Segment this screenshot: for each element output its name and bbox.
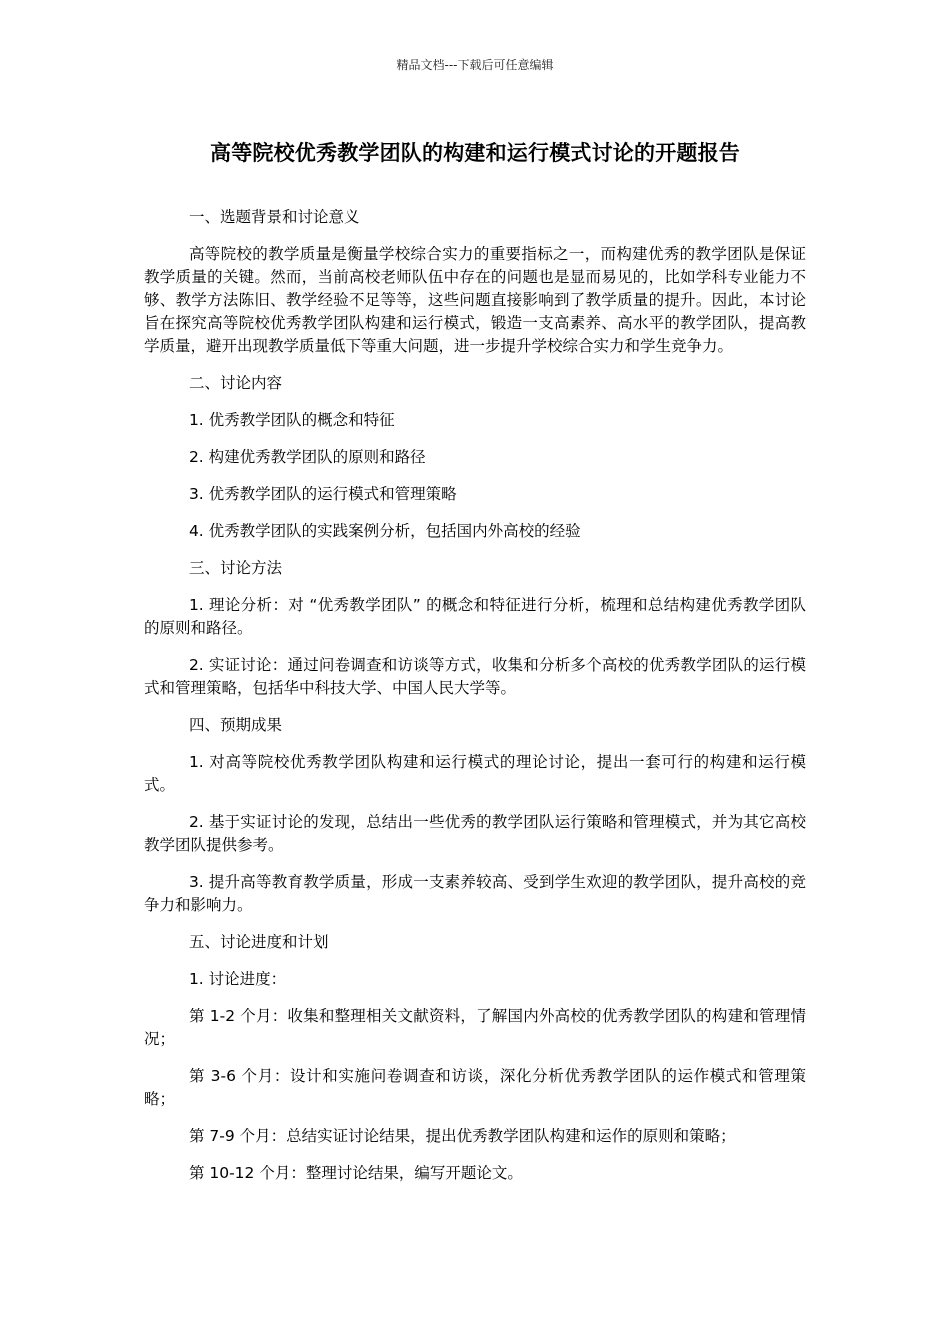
schedule-item: 第 10-12 个月：整理讨论结果，编写开题论文。 (188, 1164, 523, 1182)
list-item: 1. 对高等院校优秀教学团队构建和运行模式的理论讨论，提出一套可行的构建和运行模式。 (144, 753, 806, 794)
list-item: 4. 优秀教学团队的实践案例分析，包括国内外高校的经验 (188, 522, 581, 540)
section-heading-background: 一、选题背景和讨论意义 (188, 208, 360, 226)
list-item: 2. 构建优秀教学团队的原则和路径 (188, 448, 426, 466)
list-item: 3. 优秀教学团队的运行模式和管理策略 (188, 485, 457, 503)
list-item: 1. 理论分析：对 “优秀教学团队” 的概念和特征进行分析，梳理和总结构建优秀教学团队的原则和路径。 (144, 596, 806, 637)
section-heading-outcomes: 四、预期成果 (188, 716, 282, 734)
list-item: 1. 优秀教学团队的概念和特征 (188, 411, 395, 429)
schedule-item: 第 1-2 个月：收集和整理相关文献资料，了解国内外高校的优秀教学团队的构建和管理情况； (144, 1007, 806, 1048)
list-item: 1. 讨论进度： (188, 970, 287, 988)
document-body (144, 206, 806, 1199)
document-title: 高等院校优秀教学团队的构建和运行模式讨论的开题报告 (210, 141, 740, 165)
schedule-item: 第 3-6 个月：设计和实施问卷调查和访谈，深化分析优秀教学团队的运作模式和管理策略； (144, 1067, 806, 1108)
section-heading-content: 二、讨论内容 (188, 374, 282, 392)
list-item: 2. 实证讨论：通过问卷调查和访谈等方式，收集和分析多个高校的优秀教学团队的运行模式和管理策略，包括华中科技大学、中国人民大学等。 (144, 656, 806, 697)
list-item: 3. 提升高等教育教学质量，形成一支素养较高、受到学生欢迎的教学团队，提升高校的竞争力和影响力。 (144, 873, 806, 914)
page-header-watermark: 精品文档---下载后可任意编辑 (396, 58, 554, 72)
section-heading-schedule: 五、讨论进度和计划 (188, 933, 329, 951)
list-item: 2. 基于实证讨论的发现，总结出一些优秀的教学团队运行策略和管理模式，并为其它高校教学团队提供参考。 (144, 813, 806, 854)
paragraph-background: 高等院校的教学质量是衡量学校综合实力的重要指标之一，而构建优秀的教学团队是保证教学质量的关键。然而，当前高校老师队伍中存在的问题也是显而易见的，比如学科专业能力不够、教学方法陈旧、教学经验不足等等，这些问题直接影响到了教学质量的提升。因此，本讨论旨在探究高等院校优秀教学团队构建和运行模式，锻造一支高素养、高水平的教学团队，提高教学质量，避开出现教学质量低下等重大问题，进一步提升学校综合实力和学生竞争力。 (144, 245, 806, 355)
section-heading-methods: 三、讨论方法 (188, 559, 282, 577)
schedule-item: 第 7-9 个月：总结实证讨论结果，提出优秀教学团队构建和运作的原则和策略； (188, 1127, 736, 1145)
